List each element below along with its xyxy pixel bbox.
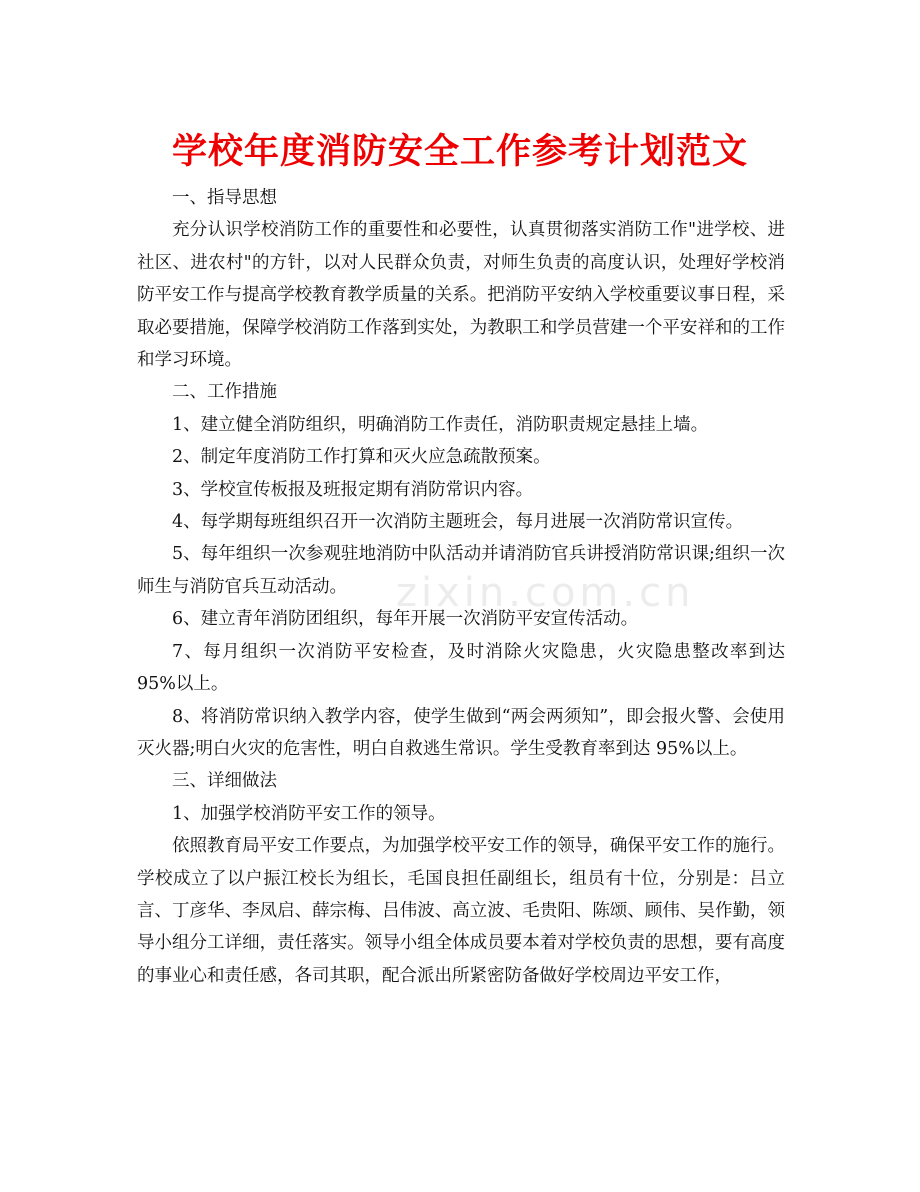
measure-item-8: 8、将消防常识纳入教学内容，使学生做到“两会两须知”，即会报火警、会使用灭火器;明白火灾的危害性，明白自救逃生常识。学生受教育率到达 95%以上。 — [137, 706, 785, 759]
measure-item-6: 6、建立青年消防团组织，每年开展一次消防平安宣传活动。 — [172, 609, 639, 630]
paragraph-guiding-ideology: 充分认识学校消防工作的重要性和必要性，认真贯彻落实消防工作"进学校、进社区、进农村"的方针，以对人民群众负责，对师生负责的高度认识，处理好学校消防平安工作与提高学校教育教学质量的关系。把消防平安纳入学校重要议事日程，采取必要措施，保障学校消防工作落到实处，为教职工和学员营建一个平安祥和的工作和学习环境。 — [137, 220, 785, 371]
section-heading-guiding-ideology: 一、指导思想 — [172, 188, 277, 208]
measure-item-5: 5、每年组织一次参观驻地消防中队活动并请消防官兵讲授消防常识课;组织一次师生与消防官兵互动活动。 — [137, 544, 785, 597]
document-body — [137, 182, 785, 992]
watermark-text: zixin.com.cn — [396, 570, 695, 616]
measure-item-1: 1、建立健全消防组织，明确消防工作责任，消防职责规定悬挂上墙。 — [172, 414, 709, 435]
document-title: 学校年度消防安全工作参考计划范文 — [171, 132, 748, 172]
section-heading-detailed-methods: 三、详细做法 — [172, 771, 277, 792]
measure-item-4: 4、每学期每班组织召开一次消防主题班会，每月进展一次消防常识宣传。 — [172, 512, 744, 533]
paragraph-leadership-group: 依照教育局平安工作要点，为加强学校平安工作的领导，确保平安工作的施行。学校成立了以户振江校长为组长，毛国良担任副组长，组员有十位，分别是：吕立言、丁彦华、李凤启、薛宗梅、吕伟波、高立波、毛贵阳、陈颂、顾伟、吴作勤，领导小组分工详细，责任落实。领导小组全体成员要本着对学校负责的思想，要有高度的事业心和责任感，各司其职，配合派出所紧密防备做好学校周边平安工作， — [137, 836, 785, 986]
measure-item-2: 2、制定年度消防工作打算和灭火应急疏散预案。 — [172, 447, 551, 468]
measure-item-7: 7、每月组织一次消防平安检查，及时消除火灾隐患，火灾隐患整改率到达 95%以上。 — [137, 641, 785, 695]
method-item-1: 1、加强学校消防平安工作的领导。 — [172, 803, 446, 824]
section-heading-work-measures: 二、工作措施 — [172, 382, 277, 403]
measure-item-3: 3、学校宣传板报及班报定期有消防常识内容。 — [172, 479, 534, 500]
